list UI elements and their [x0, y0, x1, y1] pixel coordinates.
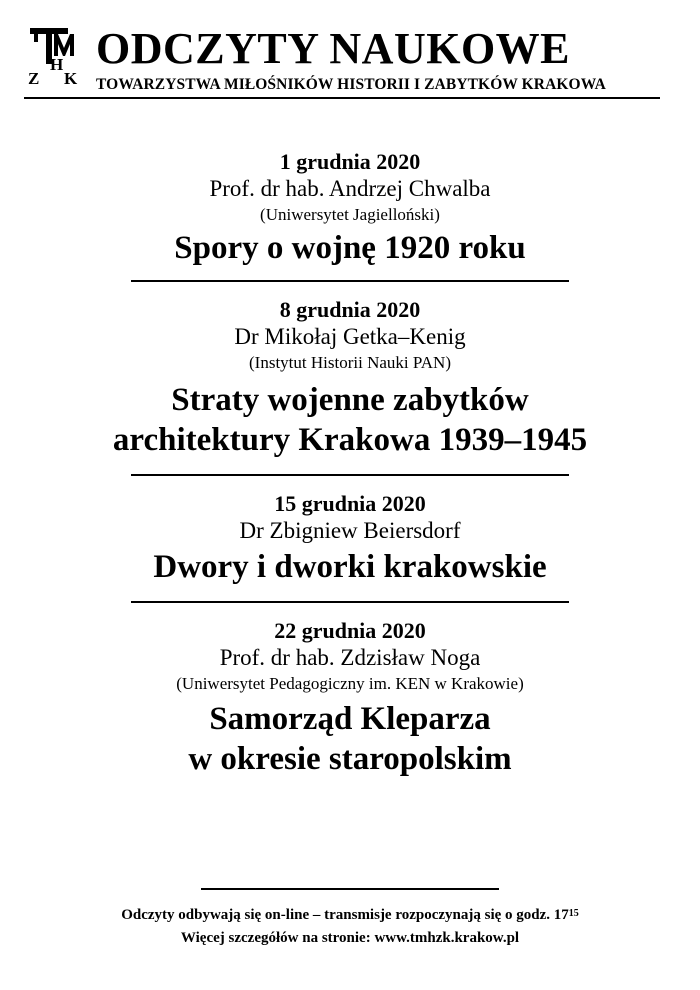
- lecture-item: [0, 148, 700, 268]
- footer-website-note: Więcej szczegółów na stronie: www.tmhzk.krakow.pl: [180, 930, 520, 946]
- lecture-speaker: Prof. dr hab. Zdzisław Noga: [219, 645, 481, 670]
- footer-rule: [201, 888, 499, 890]
- lecture-title-line: architektury Krakowa 1939–1945: [112, 422, 588, 458]
- lecture-speaker: Dr Zbigniew Beiersdorf: [239, 518, 461, 543]
- lecture-list: [0, 148, 700, 779]
- footer-schedule-text: Odczyty odbywają się on-line – transmisje rozpoczynają się o godz. 17: [121, 907, 569, 923]
- footer-schedule-note: [0, 904, 700, 927]
- tmhzk-logo: [24, 26, 90, 88]
- svg-text:Z: Z: [28, 69, 40, 88]
- lecture-title-line: Straty wojenne zabytków: [171, 382, 529, 418]
- lecture-item: [0, 296, 700, 460]
- lecture-title-line: Samorząd Kleparza: [209, 701, 491, 737]
- header: [24, 26, 662, 100]
- svg-text:K: K: [64, 69, 78, 88]
- footer: [0, 904, 700, 950]
- page-title: ODCZYTY NAUKOWE: [96, 24, 571, 73]
- svg-text:H: H: [50, 55, 64, 74]
- page-subtitle: TOWARZYSTWA MIŁOŚNIKÓW HISTORII I ZABYTKÓW KRAKOWA: [96, 76, 606, 93]
- lecture-date: 8 grudnia 2020: [279, 297, 421, 322]
- lecture-affiliation: (Uniwersytet Jagielloński): [260, 205, 440, 224]
- lecture-date: 15 grudnia 2020: [274, 491, 426, 516]
- lecture-title-line: w okresie staropolskim: [188, 741, 512, 777]
- lecture-date: 22 grudnia 2020: [274, 618, 426, 643]
- lecture-speaker: Dr Mikołaj Getka–Kenig: [234, 324, 466, 349]
- lecture-item: [0, 490, 700, 587]
- lecture-affiliation: (Uniwersytet Pedagogiczny im. KEN w Krakowie): [176, 674, 524, 693]
- separator-rule: [131, 601, 569, 603]
- footer-time-minutes: 15: [568, 908, 579, 919]
- lecture-item: [0, 617, 700, 779]
- separator-rule: [131, 474, 569, 476]
- lecture-title: Spory o wojnę 1920 roku: [174, 230, 526, 266]
- separator-rule: [131, 280, 569, 282]
- lecture-title: Dwory i dworki krakowskie: [153, 549, 547, 585]
- lecture-speaker: Prof. dr hab. Andrzej Chwalba: [209, 176, 491, 201]
- lecture-affiliation: (Instytut Historii Nauki PAN): [249, 353, 451, 372]
- lecture-date: 1 grudnia 2020: [279, 149, 421, 174]
- header-rule: [24, 97, 660, 99]
